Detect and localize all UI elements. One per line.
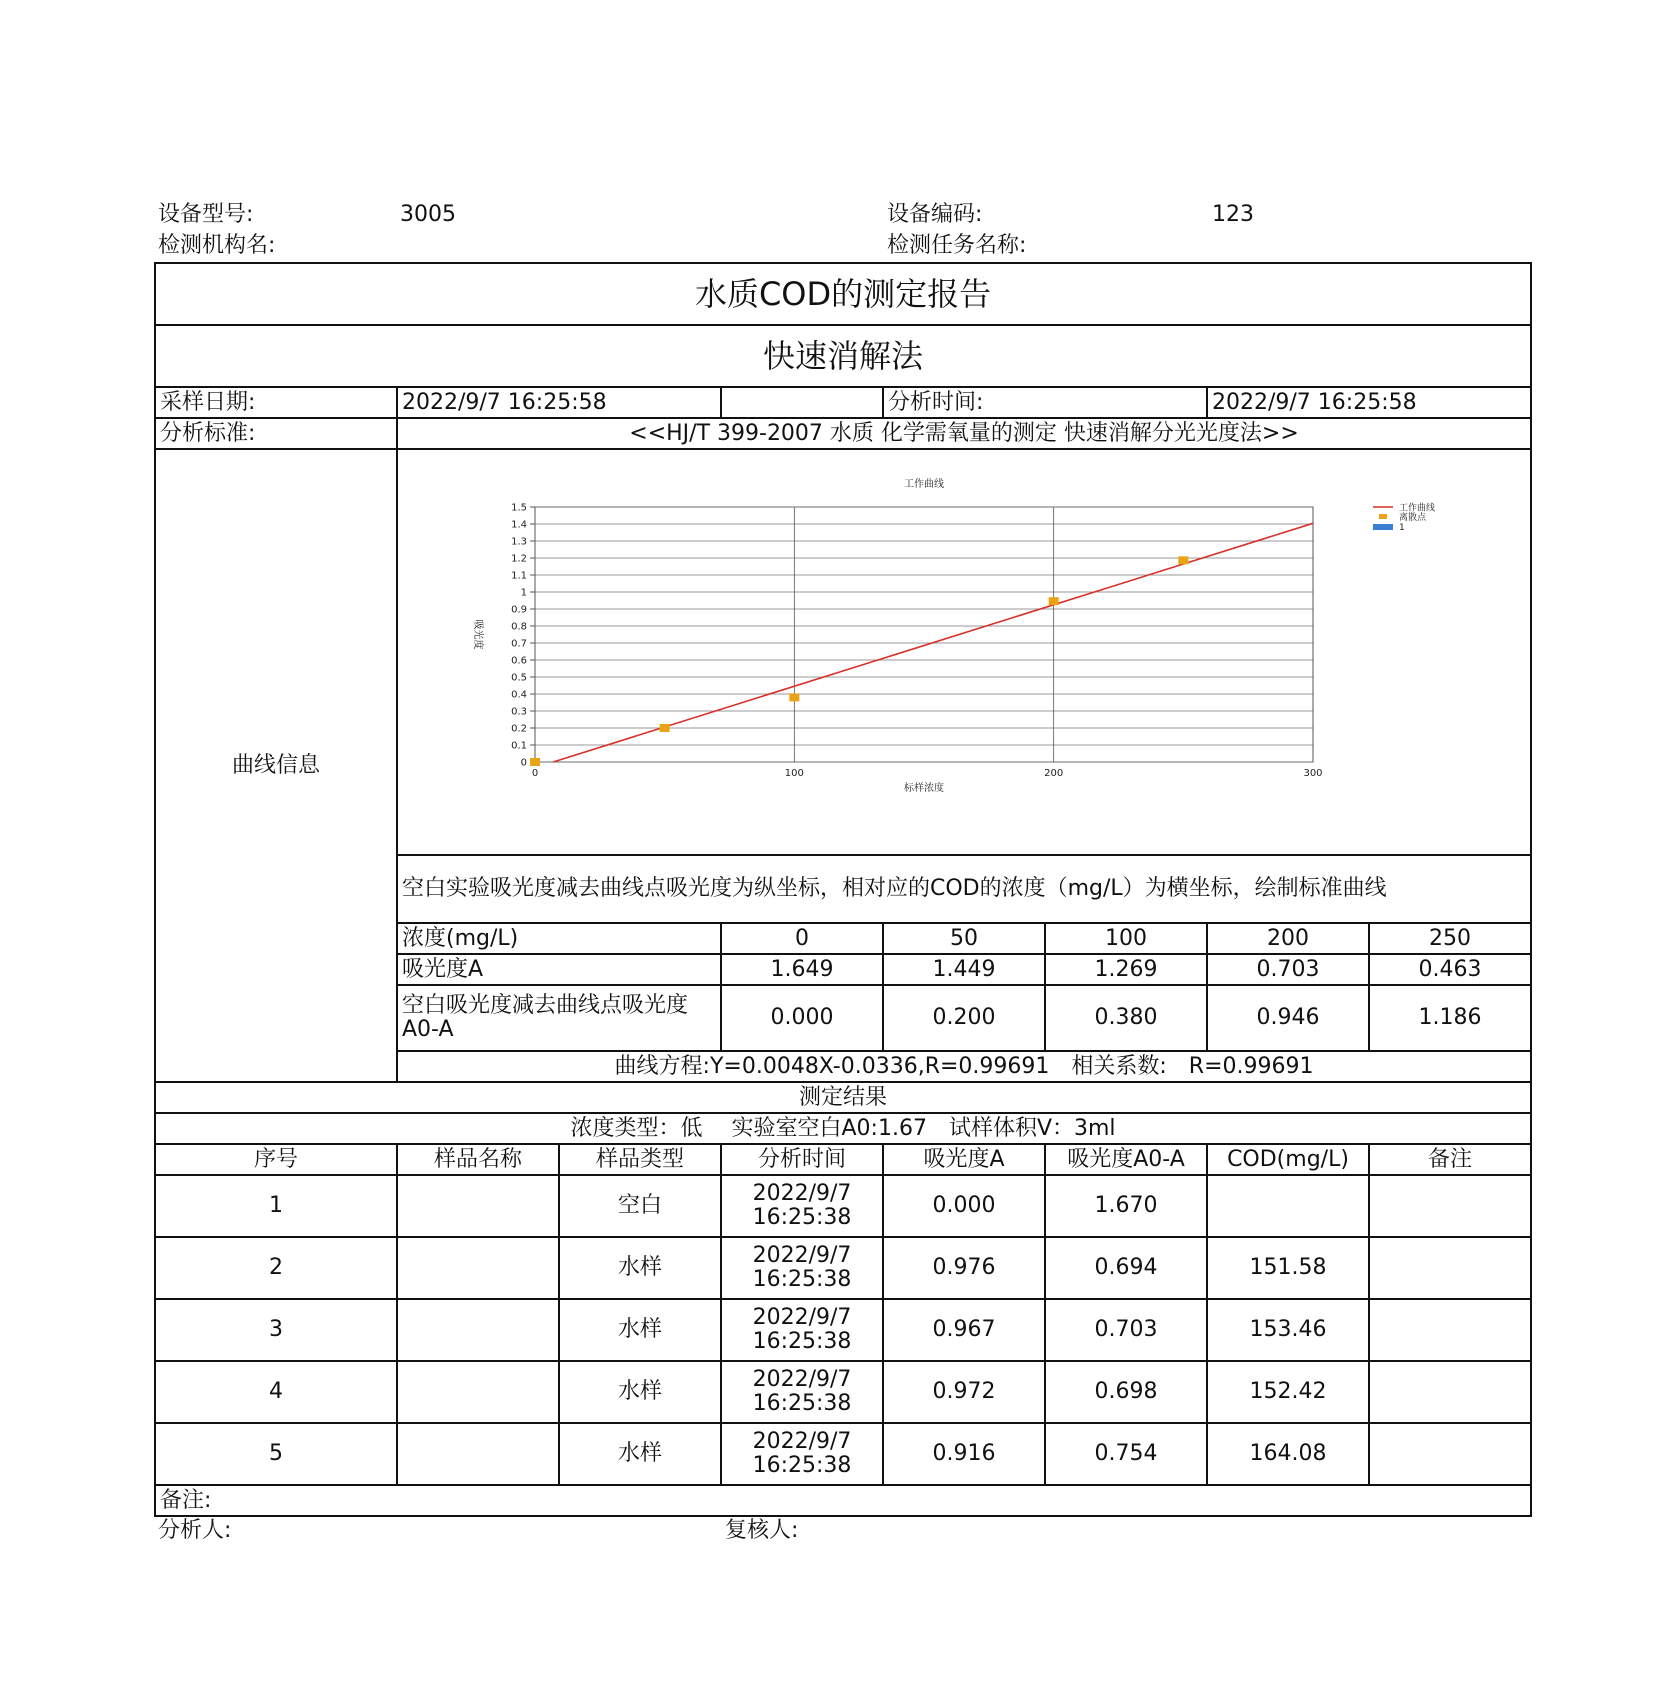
result-no: 3 xyxy=(155,1299,397,1361)
standard-value: <<HJ/T 399-2007 水质 化学需氧量的测定 快速消解分光光度法>> xyxy=(397,418,1531,449)
y-tick-label: 0.9 xyxy=(511,604,527,616)
calibration-chart xyxy=(398,450,1528,848)
y-tick-label: 0.2 xyxy=(511,723,527,735)
scatter-point xyxy=(530,758,540,766)
x-tick-label: 100 xyxy=(784,768,804,779)
result-time: 16:25:38 xyxy=(752,1205,852,1230)
x-tick-label: 0 xyxy=(531,768,539,779)
result-abs: 0.916 xyxy=(883,1423,1045,1485)
y-tick-label: 1.2 xyxy=(511,553,527,565)
y-tick-label: 0.1 xyxy=(511,740,527,752)
table-row xyxy=(155,1361,1531,1423)
result-cod: 164.08 xyxy=(1207,1423,1369,1485)
x-axis-label: 标样浓度 xyxy=(904,783,944,794)
calib-abs: 0.703 xyxy=(1207,954,1369,985)
col-header: 样品名称 xyxy=(397,1144,559,1175)
result-abs: 0.000 xyxy=(883,1175,1045,1237)
result-analysis-time xyxy=(721,1299,883,1361)
curve-note: 空白实验吸光度减去曲线点吸光度为纵坐标，相对应的COD的浓度（mg/L）为横坐标，绘制标准曲线 xyxy=(397,855,1531,923)
result-analysis-time xyxy=(721,1175,883,1237)
y-tick-label: 1.1 xyxy=(511,570,527,582)
result-analysis-time xyxy=(721,1237,883,1299)
result-cod: 152.42 xyxy=(1207,1361,1369,1423)
result-name xyxy=(397,1299,559,1361)
scatter-point xyxy=(789,693,799,701)
report-method: 快速消解法 xyxy=(155,325,1531,387)
calib-delta: 0.380 xyxy=(1045,985,1207,1051)
calib-label-abs: 吸光度A xyxy=(397,954,721,985)
col-header: 序号 xyxy=(155,1144,397,1175)
y-tick-label: 1.4 xyxy=(511,519,527,531)
result-abs: 0.972 xyxy=(883,1361,1045,1423)
result-note xyxy=(1369,1361,1531,1423)
result-date: 2022/9/7 xyxy=(752,1243,852,1268)
y-tick-label: 0.7 xyxy=(511,638,527,650)
y-tick-label: 0.8 xyxy=(511,621,527,633)
calib-conc: 50 xyxy=(883,923,1045,954)
col-header: COD(mg/L) xyxy=(1207,1144,1369,1175)
calib-conc: 0 xyxy=(721,923,883,954)
x-tick-label: 200 xyxy=(1044,768,1064,779)
reviewer-label: 复核人: xyxy=(725,1518,799,1543)
plot-frame xyxy=(535,507,1313,762)
y-tick-label: 0.5 xyxy=(511,672,527,684)
calib-label-delta: 空白吸光度减去曲线点吸光度A0-A xyxy=(397,985,721,1051)
device-code-label: 设备编码: xyxy=(887,202,983,227)
analyst-label: 分析人: xyxy=(158,1518,232,1543)
legend-label: 工作曲线 xyxy=(1399,503,1436,514)
result-name xyxy=(397,1237,559,1299)
result-date: 2022/9/7 xyxy=(752,1429,852,1454)
report-table xyxy=(154,262,1532,1517)
x-tick-label: 300 xyxy=(1303,768,1323,779)
result-type: 水样 xyxy=(559,1423,721,1485)
col-header: 备注 xyxy=(1369,1144,1531,1175)
result-abs: 0.976 xyxy=(883,1237,1045,1299)
chart-title: 工作曲线 xyxy=(904,479,944,490)
result-cod: 153.46 xyxy=(1207,1299,1369,1361)
calib-conc: 250 xyxy=(1369,923,1531,954)
org-label: 检测机构名: xyxy=(158,233,276,258)
device-code-value: 123 xyxy=(1212,202,1254,227)
model-value: 3005 xyxy=(400,202,456,227)
col-header: 吸光度A0-A xyxy=(1045,1144,1207,1175)
calib-abs: 1.449 xyxy=(883,954,1045,985)
result-no: 2 xyxy=(155,1237,397,1299)
result-delta: 0.698 xyxy=(1045,1361,1207,1423)
result-time: 16:25:38 xyxy=(752,1453,852,1478)
y-axis-label: 吸光度 xyxy=(472,619,483,650)
scatter-point xyxy=(1178,556,1188,564)
result-cod xyxy=(1207,1175,1369,1237)
table-row xyxy=(155,1237,1531,1299)
calib-conc: 100 xyxy=(1045,923,1207,954)
result-abs: 0.967 xyxy=(883,1299,1045,1361)
standard-label: 分析标准: xyxy=(155,418,397,449)
model-label: 设备型号: xyxy=(158,202,254,227)
legend-swatch-bar xyxy=(1373,524,1393,530)
result-delta: 0.694 xyxy=(1045,1237,1207,1299)
result-analysis-time xyxy=(721,1423,883,1485)
result-delta: 0.703 xyxy=(1045,1299,1207,1361)
y-tick-label: 1.3 xyxy=(511,536,527,548)
result-analysis-time xyxy=(721,1361,883,1423)
result-cod: 151.58 xyxy=(1207,1237,1369,1299)
analysis-time-label: 分析时间: xyxy=(883,387,1207,418)
blank-cell xyxy=(721,387,883,418)
curve-info-label: 曲线信息 xyxy=(155,449,397,1082)
result-name xyxy=(397,1423,559,1485)
scatter-point xyxy=(660,724,670,732)
y-tick-label: 0.3 xyxy=(511,706,527,718)
result-time: 16:25:38 xyxy=(752,1329,852,1354)
results-conditions: 浓度类型：低 实验室空白A0:1.67 试样体积V：3ml xyxy=(155,1113,1531,1144)
table-row xyxy=(155,1175,1531,1237)
calib-abs: 0.463 xyxy=(1369,954,1531,985)
calib-delta: 0.200 xyxy=(883,985,1045,1051)
y-tick-label: 0.4 xyxy=(511,689,527,701)
calib-delta: 0.000 xyxy=(721,985,883,1051)
result-type: 水样 xyxy=(559,1361,721,1423)
result-type: 水样 xyxy=(559,1237,721,1299)
analysis-time-value: 2022/9/7 16:25:58 xyxy=(1207,387,1531,418)
result-name xyxy=(397,1175,559,1237)
result-note xyxy=(1369,1423,1531,1485)
task-label: 检测任务名称: xyxy=(887,233,1027,258)
result-date: 2022/9/7 xyxy=(752,1181,852,1206)
results-title: 测定结果 xyxy=(155,1082,1531,1113)
legend-label: 1 xyxy=(1399,523,1405,533)
result-note xyxy=(1369,1299,1531,1361)
result-note xyxy=(1369,1175,1531,1237)
result-date: 2022/9/7 xyxy=(752,1367,852,1392)
result-delta: 1.670 xyxy=(1045,1175,1207,1237)
chart-cell xyxy=(397,449,1531,855)
sample-date-label: 采样日期: xyxy=(155,387,397,418)
y-tick-label: 0 xyxy=(520,757,527,769)
calib-delta: 1.186 xyxy=(1369,985,1531,1051)
calib-abs: 1.649 xyxy=(721,954,883,985)
result-no: 5 xyxy=(155,1423,397,1485)
calib-abs: 1.269 xyxy=(1045,954,1207,985)
col-header: 吸光度A xyxy=(883,1144,1045,1175)
col-header: 样品类型 xyxy=(559,1144,721,1175)
result-delta: 0.754 xyxy=(1045,1423,1207,1485)
scatter-point xyxy=(1049,597,1059,605)
y-tick-label: 0.6 xyxy=(511,655,527,667)
result-time: 16:25:38 xyxy=(752,1267,852,1292)
calib-label-conc: 浓度(mg/L) xyxy=(397,923,721,954)
table-row xyxy=(155,1299,1531,1361)
y-tick-label: 1.5 xyxy=(511,502,527,514)
result-time: 16:25:38 xyxy=(752,1391,852,1416)
report-title: 水质COD的测定报告 xyxy=(155,263,1531,325)
y-tick-label: 1 xyxy=(520,587,527,599)
result-name xyxy=(397,1361,559,1423)
table-row xyxy=(155,1423,1531,1485)
result-no: 4 xyxy=(155,1361,397,1423)
calib-conc: 200 xyxy=(1207,923,1369,954)
result-note xyxy=(1369,1237,1531,1299)
legend-swatch-point xyxy=(1379,514,1387,519)
col-header: 分析时间 xyxy=(721,1144,883,1175)
calib-delta: 0.946 xyxy=(1207,985,1369,1051)
result-type: 空白 xyxy=(559,1175,721,1237)
result-type: 水样 xyxy=(559,1299,721,1361)
sample-date-value: 2022/9/7 16:25:58 xyxy=(397,387,721,418)
legend-label: 离散点 xyxy=(1399,513,1427,523)
result-date: 2022/9/7 xyxy=(752,1305,852,1330)
curve-equation: 曲线方程:Y=0.0048X-0.0336,R=0.99691 相关系数: R=0.99691 xyxy=(397,1051,1531,1082)
result-no: 1 xyxy=(155,1175,397,1237)
remark-label: 备注: xyxy=(155,1485,1531,1516)
